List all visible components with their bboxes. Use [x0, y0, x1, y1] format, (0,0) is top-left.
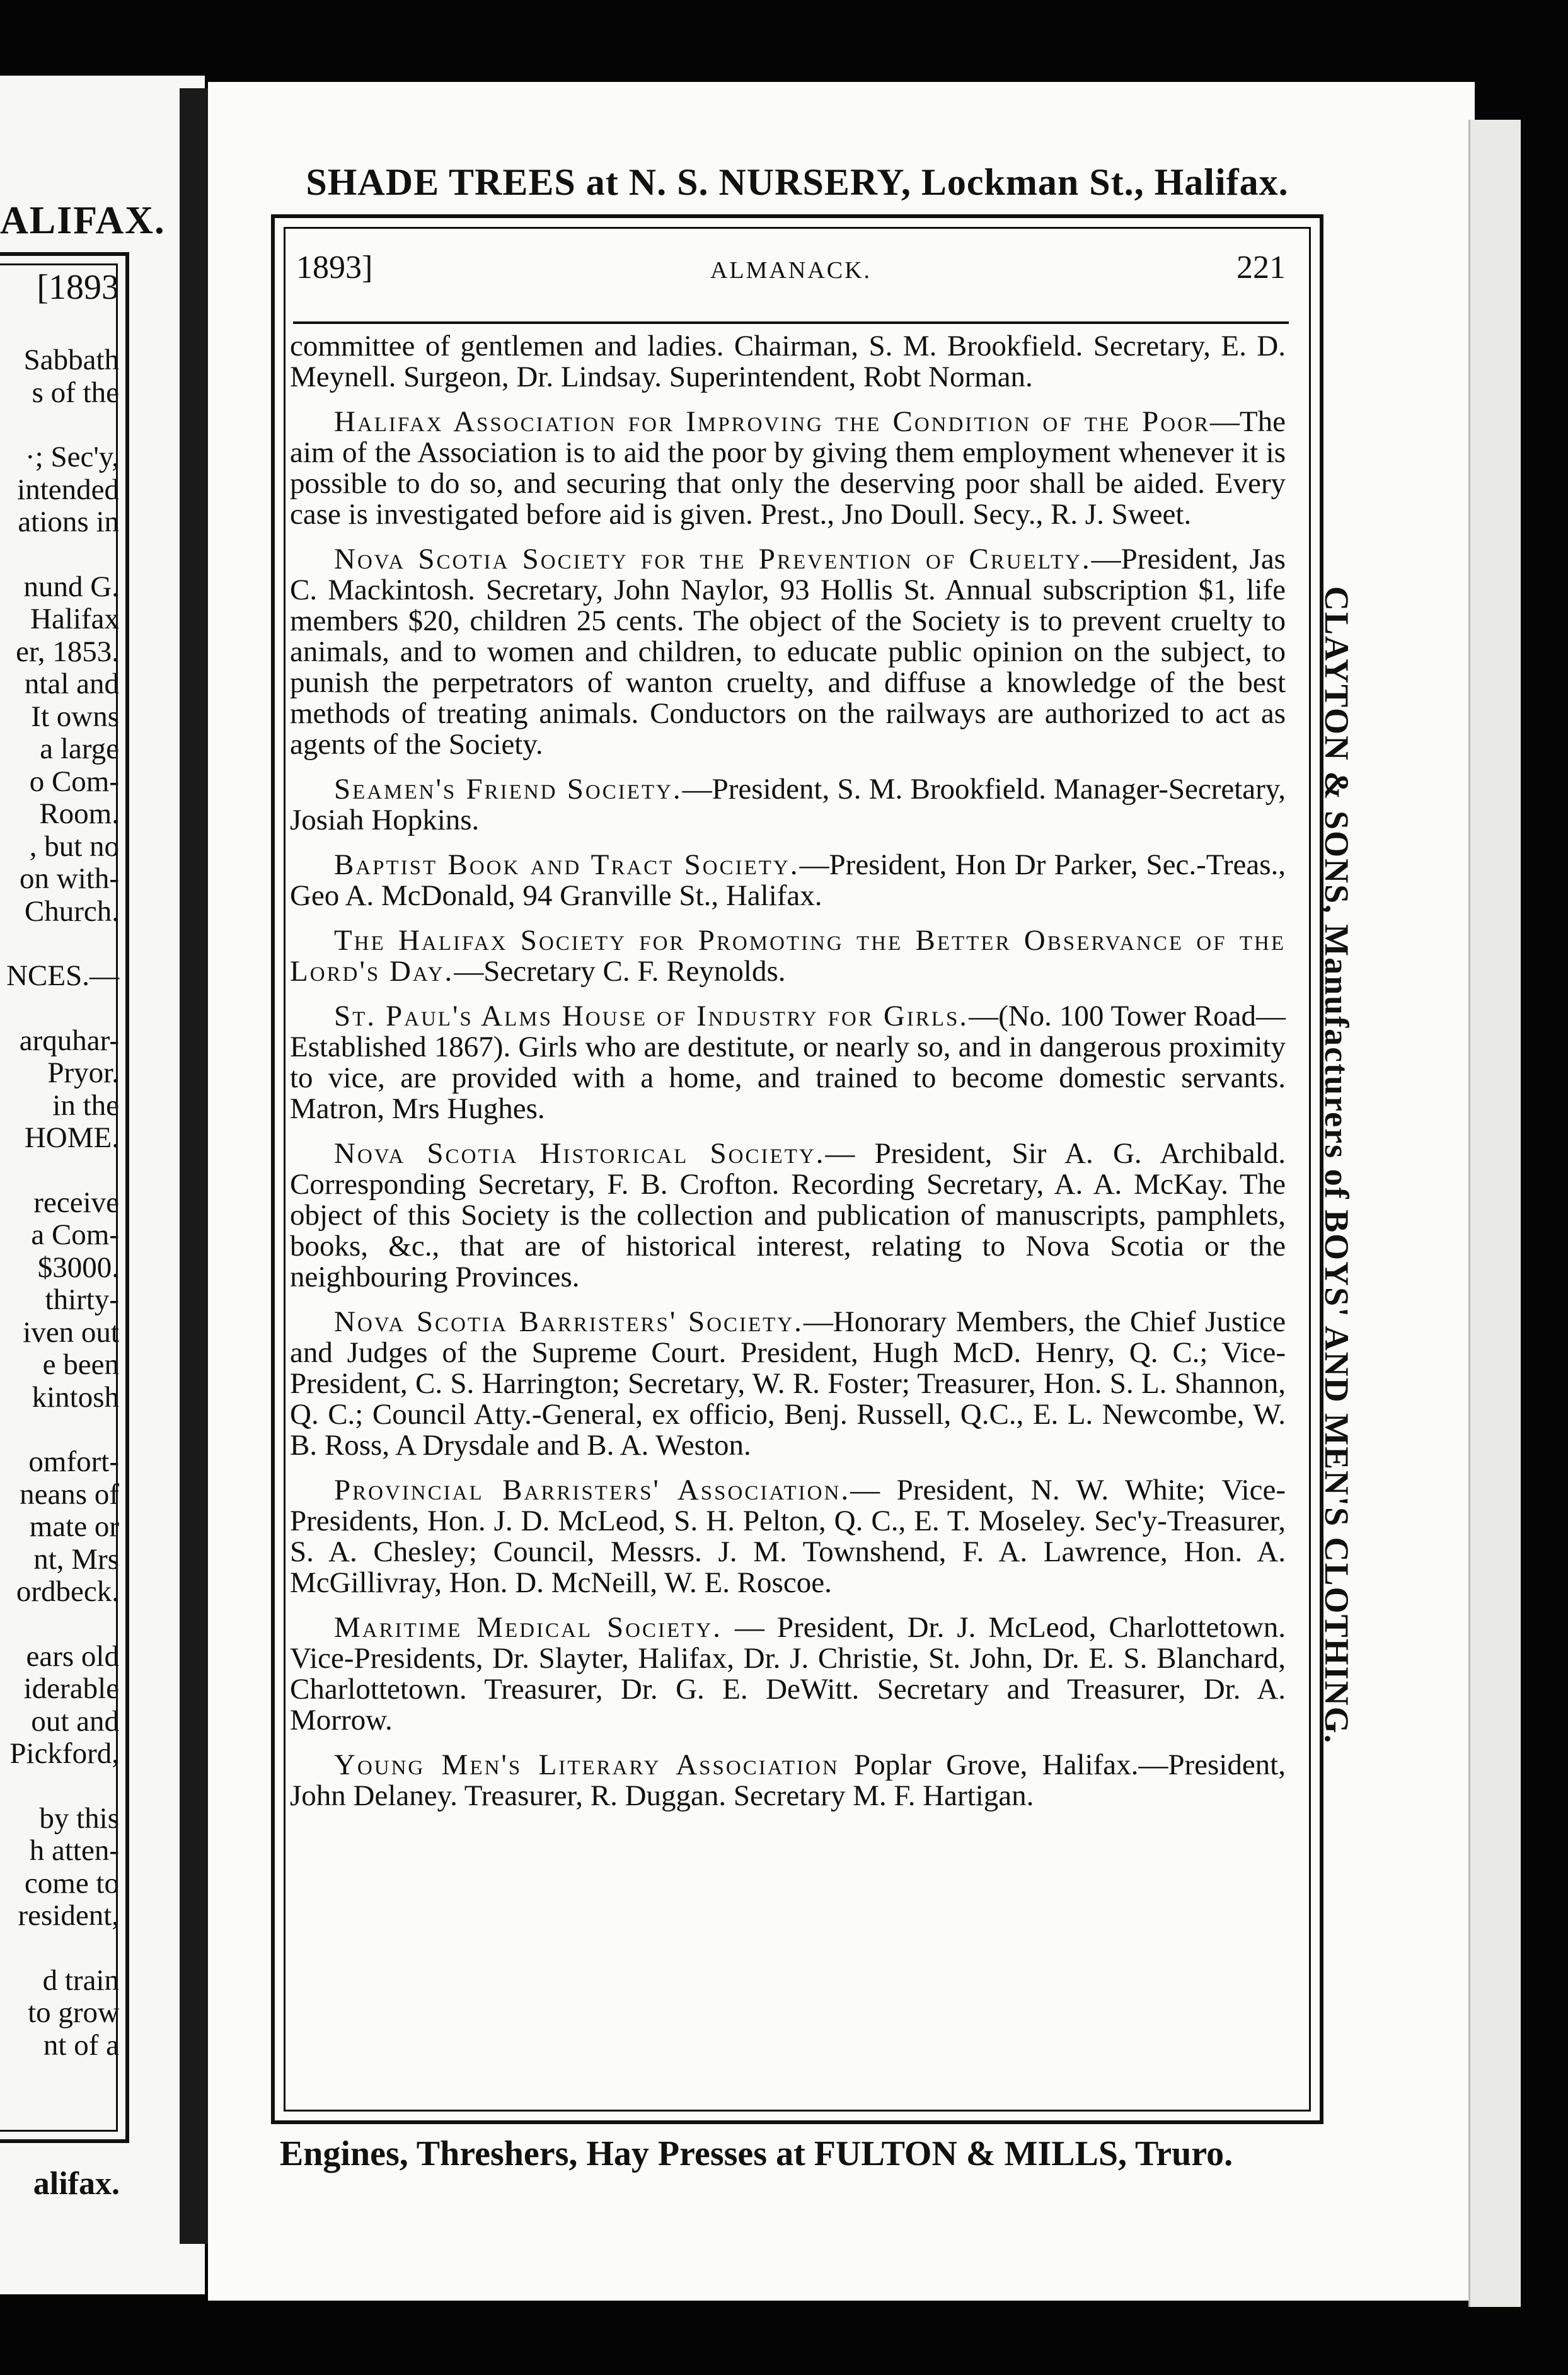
left-page-line: s of the	[32, 376, 119, 409]
left-page-year: [1893	[37, 268, 119, 307]
left-page-line: Room.	[39, 797, 119, 830]
left-page-line	[0, 1155, 119, 1187]
society-details: —The aim of the Association is to aid the poor by giving them employment whenever it is possible to do so, and securing that only the deserving poor shall be aided. Every case is investigated before aid is given. Prest., Jno Doull. Secy., R. J. Sweet.	[290, 405, 1286, 531]
page-number: 221	[1237, 250, 1286, 286]
society-details: — President, Sir A. G. Archibald. Corresponding Secretary, F. B. Crofton. Recording Secretary, A. A. McKay. The object of this Society is the collection and publication of manuscripts, pamphlets, books, &c., that are of historical interest, relating to Nova Scotia or the neighbouring Provinces.	[290, 1137, 1286, 1293]
left-page-frame	[0, 252, 129, 2143]
left-page-line: a large	[40, 732, 119, 765]
left-page-line: It owns	[31, 700, 119, 733]
page-year: 1893]	[296, 250, 373, 286]
left-page-line: ordbeck.	[16, 1575, 119, 1608]
society-name: St. Paul's Alms House of Industry for Girls.	[334, 1000, 969, 1032]
left-page-line: nund G.	[23, 570, 119, 603]
left-page-line: nt, Mrs	[33, 1542, 119, 1576]
society-entry	[290, 925, 1286, 987]
society-details: —Honorary Members, the Chief Justice and Judges of the Supreme Court. President, Hugh McD. Henry, Q. C.; Vice-President, C. S. Harrington; Secretary, W. R. Foster; Treasurer, Hon. S. L. Shannon, Q. C.; Council Atty.-General, ex officio, Benj. Russell, Q.C., E. L. Newcombe, W. B. Ross, A Drysdale and B. A. Weston.	[290, 1305, 1286, 1462]
left-page-line	[0, 1609, 119, 1641]
left-page-line	[0, 539, 119, 571]
left-page-footer: alifax.	[33, 2166, 120, 2202]
left-page-line: intended	[17, 473, 119, 506]
left-page-line: Halifax	[30, 603, 119, 635]
left-page-line: ears old	[26, 1639, 119, 1673]
left-page-header: ALIFAX.	[0, 199, 166, 242]
left-page-text	[0, 344, 119, 2062]
left-page-line: kintosh	[32, 1380, 119, 1414]
left-page-line: iderable	[23, 1672, 119, 1705]
left-page-line: come to	[24, 1866, 119, 1900]
left-page-line: neans of	[20, 1477, 119, 1511]
society-name: The Halifax Society for Promoting the Better Observance of the Lord's Day.	[290, 924, 1286, 988]
society-details: Poplar Grove, Halifax.—President, John Delaney. Treasurer, R. Duggan. Secretary M. F. Hartigan.	[290, 1748, 1286, 1812]
society-name: Baptist Book and Tract Society.	[334, 848, 800, 881]
left-page	[0, 76, 205, 2294]
society-details: committee of gentlemen and ladies. Chairman, S. M. Brookfield. Secretary, E. D. Meynell. Surgeon, Dr. Lindsay. Superintendent, Robt Norman.	[290, 330, 1286, 393]
left-page-line: Sabbath	[23, 344, 119, 376]
page-running-title: ALMANACK.	[710, 257, 872, 284]
left-page-line: to grow	[28, 1996, 119, 2029]
society-entry	[290, 850, 1286, 911]
society-entry	[290, 1612, 1286, 1736]
society-name: Provincial Barristers' Association.	[334, 1474, 851, 1506]
left-page-line: er, 1853.	[16, 635, 119, 668]
society-details: —President, Hon Dr Parker, Sec.-Treas., Geo A. McDonald, 94 Granville St., Halifax.	[290, 848, 1286, 912]
left-page-line: ·; Sec'y,	[25, 441, 119, 473]
society-entry	[290, 407, 1286, 530]
left-page-line: Pryor.	[47, 1056, 119, 1089]
left-page-line: NCES.—	[6, 959, 119, 992]
left-page-line: omfort-	[28, 1445, 119, 1478]
society-entry	[290, 331, 1286, 393]
left-page-line: arquhar-	[19, 1024, 119, 1057]
left-page-line: on with-	[20, 862, 119, 895]
left-page-line: mate or	[29, 1510, 119, 1543]
left-page-line: Church.	[24, 894, 119, 928]
left-page-line: o Com-	[29, 765, 119, 798]
society-name: Nova Scotia Barristers' Society.	[334, 1305, 804, 1338]
left-page-line: iven out	[23, 1315, 119, 1349]
left-page-line: thirty-	[45, 1283, 119, 1316]
left-page-line: nt of a	[43, 2028, 119, 2062]
society-name: Seamen's Friend Society.	[334, 773, 683, 806]
left-page-line: resident,	[18, 1899, 119, 1932]
society-name: Nova Scotia Historical Society.	[334, 1137, 826, 1170]
bottom-advertisement: Engines, Threshers, Hay Presses at FULTON & MILLS, Truro.	[279, 2134, 1233, 2173]
top-advertisement: SHADE TREES at N. S. NURSERY, Lockman St., Halifax.	[306, 161, 1289, 203]
society-entry	[290, 1475, 1286, 1598]
society-details: — President, Dr. J. McLeod, Charlottetown. Vice-Presidents, Dr. Slayter, Halifax, Dr. J. Christie, St. John, Dr. E. S. Blanchard, Charlottetown. Treasurer, Dr. G. E. DeWitt. Secretary and Treasurer, Dr. A. Morrow.	[290, 1611, 1286, 1736]
page-edge	[1468, 120, 1521, 2307]
society-details: —President, S. M. Brookfield. Manager-Secretary, Josiah Hopkins.	[290, 773, 1286, 836]
left-page-line	[0, 1933, 119, 1965]
society-entry	[290, 544, 1286, 760]
left-page-line: Pickford,	[9, 1737, 119, 1770]
left-page-line: ntal and	[24, 667, 119, 700]
left-page-line: HOME.	[24, 1121, 119, 1154]
left-page-line: h atten-	[29, 1834, 119, 1867]
society-entry	[290, 1001, 1286, 1124]
society-name: Maritime Medical Society.	[334, 1611, 722, 1644]
society-entry	[290, 1307, 1286, 1461]
society-details: —Secretary C. F. Reynolds.	[454, 955, 786, 988]
left-page-line: a Com-	[31, 1218, 119, 1251]
page-header	[296, 249, 1286, 299]
society-entry	[290, 774, 1286, 836]
left-page-line	[0, 1771, 119, 1803]
society-details: — President, N. W. White; Vice-Presidents, Hon. J. D. McLeod, S. H. Pelton, Q. C., E. T. Moseley. Sec'y-Treasurer, S. A. Chesley; Council, Messrs. J. M. Townshend, F. A. Lawrence, Hon. A. McGillivray, Hon. D. McNeill, W. E. Roscoe.	[290, 1474, 1286, 1599]
society-entry	[290, 1750, 1286, 1812]
left-page-line: receive	[33, 1186, 119, 1219]
left-page-line: ations in	[18, 506, 119, 538]
society-entry	[290, 1138, 1286, 1293]
left-page-line	[0, 993, 119, 1025]
society-details: —President, Jas C. Mackintosh. Secretary, John Naylor, 93 Hollis St. Annual subscription $1, life members $20, children 25 cents. The object of the Society is to prevent cruelty to animals, and to women and children, to educate public opinion on the subject, to punish the perpetrators of wanton cruelty, and diffuse a knowledge of the best methods of treating animals. Conductors on the railways are authorized to act as agents of the Society.	[290, 543, 1286, 761]
left-page-line: d train	[42, 1963, 119, 1997]
society-name: Halifax Association for Improving the Condition of the Poor	[334, 405, 1210, 438]
left-page-line: $3000.	[37, 1251, 119, 1284]
society-details: —(No. 100 Tower Road—Established 1867). Girls who are destitute, or nearly so, and in dangerous proximity to vice, are provided with a home, and trained to become domestic servants. Matron, Mrs Hughes.	[290, 1000, 1286, 1125]
header-rule	[293, 321, 1289, 324]
page-body	[290, 331, 1286, 1825]
side-advertisement: CLAYTON & SONS, Manufacturers of BOYS' AND MEN'S CLOTHING.	[1318, 586, 1356, 1745]
left-page-line	[0, 409, 119, 441]
society-name: Young Men's Literary Association	[334, 1748, 839, 1781]
left-page-line: out and	[31, 1704, 119, 1738]
society-name: Nova Scotia Society for the Prevention of Cruelty.	[334, 543, 1092, 575]
left-page-line: , but no	[29, 829, 119, 863]
left-page-line: e been	[42, 1348, 119, 1381]
left-page-line: by this	[39, 1801, 119, 1835]
left-page-line: in the	[52, 1089, 119, 1122]
left-page-line	[0, 928, 119, 960]
left-page-line	[0, 1414, 119, 1446]
